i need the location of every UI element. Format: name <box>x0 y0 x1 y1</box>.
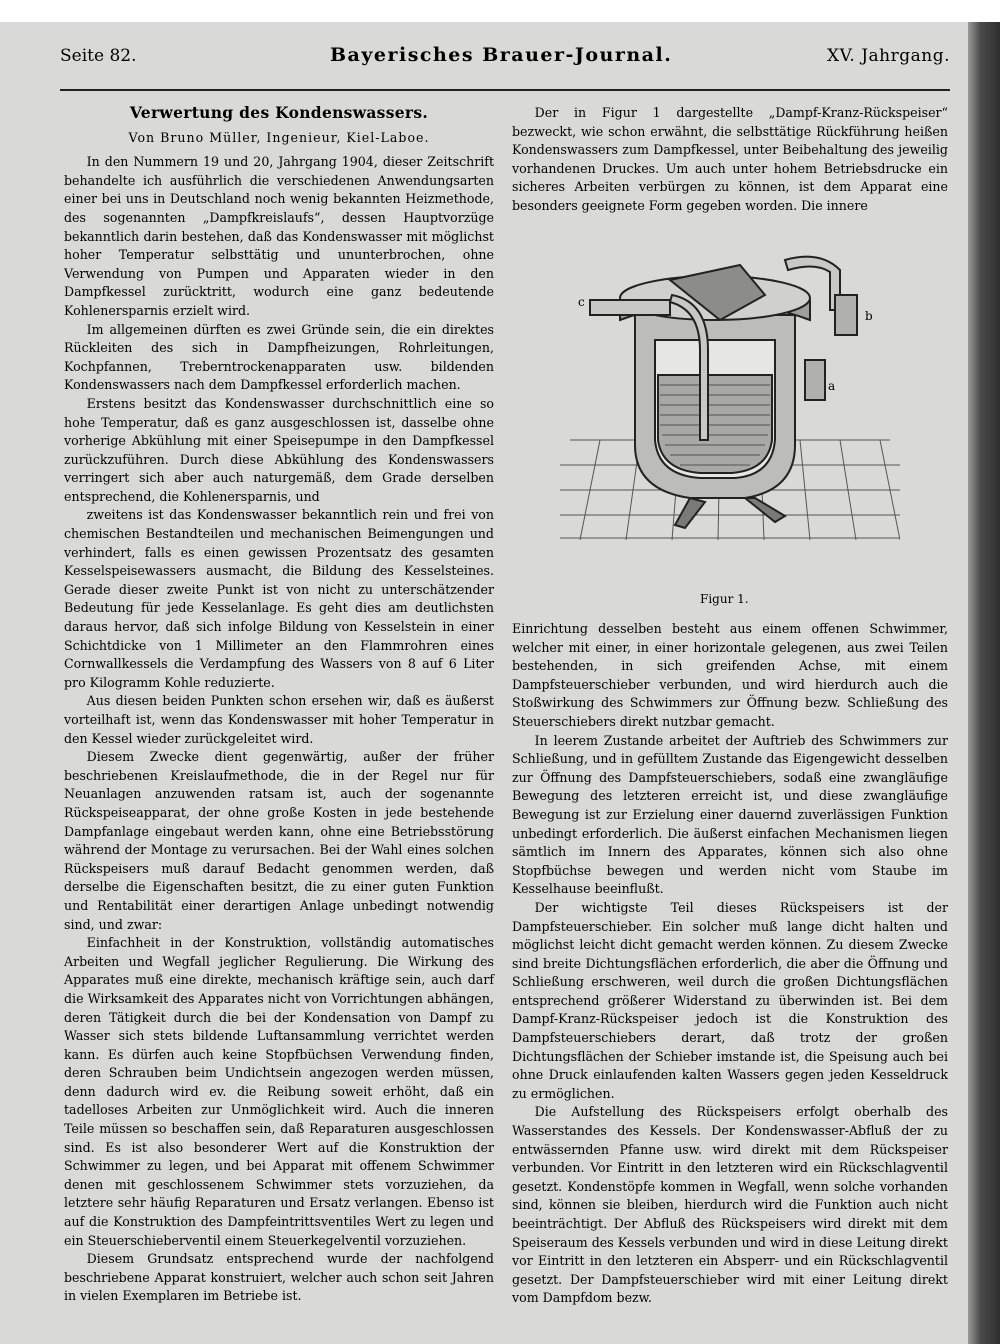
label-c: c <box>578 295 585 309</box>
page-edge-shadow <box>968 22 1000 1344</box>
label-b: b <box>865 309 873 323</box>
left-column <box>64 104 494 1306</box>
paragraph: Diesem Zwecke dient gegenwärtig, außer der früher beschriebenen Kreislaufmethode, die in der Regel nur für Neuanlagen anzuwenden ratsam ist, auch der sogenannte Rückspeiseapparat, der ohne große Kosten in jede bestehende Dampfanlage eingebaut werden kann, ohne eine Betriebsstörung während der Montage zu verursachen. Bei der Wahl eines solchen Rückspeisers muß darauf Bedacht genommen werden, daß derselbe die Eigenschaften besitzt, die zu einer guten Funktion und Rentabilität einer derartigen Anlage unbedingt notwendig sind, und zwar: <box>64 749 494 932</box>
paragraph: Der in Figur 1 dargestellte „Dampf-Kranz-Rückspeiser“ bezweckt, wie schon erwähnt, die selbsttätige Rückführung heißen Kondenswassers zum Dampfkessel, unter Beibehaltung des jeweilig vorhandenen Druckes. Um auch unter hohem Betriebsdrucke ein sicheres Arbeiten verbürgen zu können, ist dem Apparat eine besonders geeignete Form gegeben worden. Die innere <box>512 105 948 213</box>
paragraph: Diesem Grundsatz entsprechend wurde der nachfolgend beschriebene Apparat konstruiert, welcher auch schon seit Jahren in vielen Exemplaren im Betriebe ist. <box>64 1251 494 1304</box>
label-a: a <box>828 379 836 393</box>
paragraph: Die Aufstellung des Rückspeisers erfolgt oberhalb des Wasserstandes des Kessels. Der Kondenswasser-Abfluß der zu entwässernden Pfanne usw. wird direkt mit dem Rückspeiser verbunden. Vor Eintritt in den letzteren wird ein Rückschlagventil gesetzt. Kondenstöpfe kommen in Wegfall, wenn solche vorhanden sind, können sie bleiben, hierdurch wird die Funktion auch nicht beeinträchtigt. Der Abfluß des Rückspeisers wird direkt mit dem Speiseraum des Kessels verbunden und wird in diese Leitung direkt vor Eintritt in den letzteren ein Absperr- und ein Rückschlagventil gesetzt. Der Dampfsteuerschieber wird mit einer Leitung direkt vom Dampfdom bezw. <box>512 1104 948 1306</box>
header-rule <box>60 89 950 91</box>
scan-top-margin <box>0 0 1000 22</box>
paragraph: In leerem Zustande arbeitet der Auftrieb des Schwimmers zur Schließung, und in gefülltem Zustande das Eigengewicht desselben zur Öffnung des Dampfsteuerschiebers, sodaß eine zwangläufige Bewegung des letzteren erreicht ist, und diese zwangläufige Bewegung ist zur Erzielung einer dauernd zuverlässigen Funktion unbedingt erforderlich. Die äußerst einfachen Mechanismen liegen sämtlich im Innern des Apparates, können sich also ohne Stopfbüchse bewegen und werden nicht vom Staube im Kesselhause beeinflußt. <box>512 732 948 897</box>
journal-title: Bayerisches Brauer-Journal. <box>330 44 673 66</box>
paragraph: zweitens ist das Kondenswasser bekanntlich rein und frei von chemischen Bestandteilen und mechanischen Beimengungen und verhindert, falls es einen gewissen Prozentsatz des gesamten Kesselspeisewassers ausmacht, die Bildung des Kesselsteines. Gerade dieser zweite Punkt ist von nicht zu unterschätzender Bedeutung für jede Kesselanlage. Es geht dies am deutlichsten daraus hervor, daß sich infolge Bildung von Kesselstein in einer Schichtdicke von 1 Millimeter an den Flammrohren eines Cornwallkessels die Verdampfung des Wassers von 8 auf 6 Liter pro Kilogramm Kohle reduzierte. <box>64 507 494 690</box>
article-title: Verwertung des Kondenswassers. <box>129 103 429 122</box>
article-byline: Von Bruno Müller, Ingenieur, Kiel-Laboe. <box>128 129 430 145</box>
paragraph: Erstens besitzt das Kondenswasser durchschnittlich eine so hohe Temperatur, daß es ganz ausgeschlossen ist, dasselbe ohne vorherige Abkühlung mit einer Speisepumpe in den Dampfkessel zurückzuführen. Durch diese Abkühlung des Kondenswassers verringert sich aber auch naturgemäß, dem Grade derselben entsprechend, die Kohlenersparnis, und <box>64 395 494 504</box>
paragraph: Aus diesen beiden Punkten schon ersehen wir, daß es äußerst vorteilhaft ist, wenn das Kondenswasser mit hoher Temperatur in den Kessel wieder zurückgeleitet wird. <box>64 693 494 746</box>
right-column-top <box>512 104 948 216</box>
right-column-bottom <box>512 620 948 1308</box>
paragraph: Der wichtigste Teil dieses Rückspeisers ist der Dampfsteuerschieber. Ein solcher muß lange dicht halten und möglichst leicht dicht gemacht werden können. Zu diesem Zwecke sind breite Dichtungsflächen erforderlich, die aber die Öffnung und Schließung erschweren, weil durch die großen Dichtungsflächen entsprechend größerer Widerstand zu überwinden ist. Bei dem Dampf-Kranz-Rückspeiser jedoch ist die Konstruktion des Dampfsteuerschiebers derart, daß trotz der großen Dichtungsflächen der Schieber imstande ist, die Speisung auch bei ohne Druck einlaufenden kalten Wassers gegen jeden Kesseldruck zu ermöglichen. <box>512 899 948 1101</box>
volume-label: XV. Jahrgang. <box>827 46 950 66</box>
paragraph: Einrichtung desselben besteht aus einem offenen Schwimmer, welcher mit einer, in einer horizontale gelegenen, aus zwei Teilen bestehenden, in sich greifenden Achse, mit einem Dampfsteuerschieber verbunden, und wird hierdurch auch die Stoßwirkung des Schwimmers zur Öffnung bezw. Schließung des Steuerschiebers direkt nutzbar gemacht. <box>512 621 948 729</box>
paragraph: Im allgemeinen dürften es zwei Gründe sein, die ein direktes Rückleiten des sich in Dampfheizungen, Rohrleitungen, Kochpfannen, Treberntrockenapparaten usw. bildenden Kondenswassers nach dem Dampfkessel erforderlich machen. <box>64 321 494 393</box>
page-number: Seite 82. <box>60 46 137 66</box>
figure-caption: Figur 1. <box>700 592 749 606</box>
running-header <box>60 42 950 82</box>
figure-apparatus <box>560 240 900 540</box>
paragraph: In den Nummern 19 und 20, Jahrgang 1904, dieser Zeitschrift behandelte ich ausführlich die verschiedenen Anwendungsarten einer bei uns in Deutschland noch wenig bekannten Heizmethode, des sogenannten „Dampfkreislaufs“, dessen Hauptvorzüge bekanntlich darin bestehen, daß das Kondenswasser mit möglichst hoher Temperatur selbsttätig und ununterbrochen, ohne Verwendung von Pumpen und Apparaten wieder in den Dampfkessel zurücktritt, wodurch eine ganz bedeutende Kohlenersparnis erzielt wird. <box>64 154 494 318</box>
paragraph: Einfachheit in der Konstruktion, vollständig automatisches Arbeiten und Wegfall jeglicher Regulierung. Die Wirkung des Apparates muß eine direkte, mechanisch kräftige sein, auch darf die Wirksamkeit des Apparates nicht von Vorrichtungen abhängen, deren Tätigkeit durch die bei der Kondensation von Dampf zu Wasser sich stets bildende Luftansammlung verrichtet werden kann. Es dürfen auch keine Stopfbüchsen Verwendung finden, deren Schrauben beim Undichtsein angezogen werden müssen, denn dadurch wird ev. die Reibung soweit erhöht, daß ein tadelloses Arbeiten zur Unmöglichkeit wird. Auch die inneren Teile müssen so beschaffen sein, daß Reparaturen ausgeschlossen sind. Es ist also besonderer Wert auf die Konstruktion der Schwimmer zu legen, und bei Apparat mit offenem Schwimmer denen mit geschlossenem Schwimmer stets vorzuziehen, da letztere sehr häufig Reparaturen und Ersatz verlangen. Ebenso ist auf die Konstruktion des Dampfeintrittsventiles Wert zu legen und ein Steuerschieberventil einem Steuerkegelventil vorzuziehen. <box>64 935 494 1248</box>
